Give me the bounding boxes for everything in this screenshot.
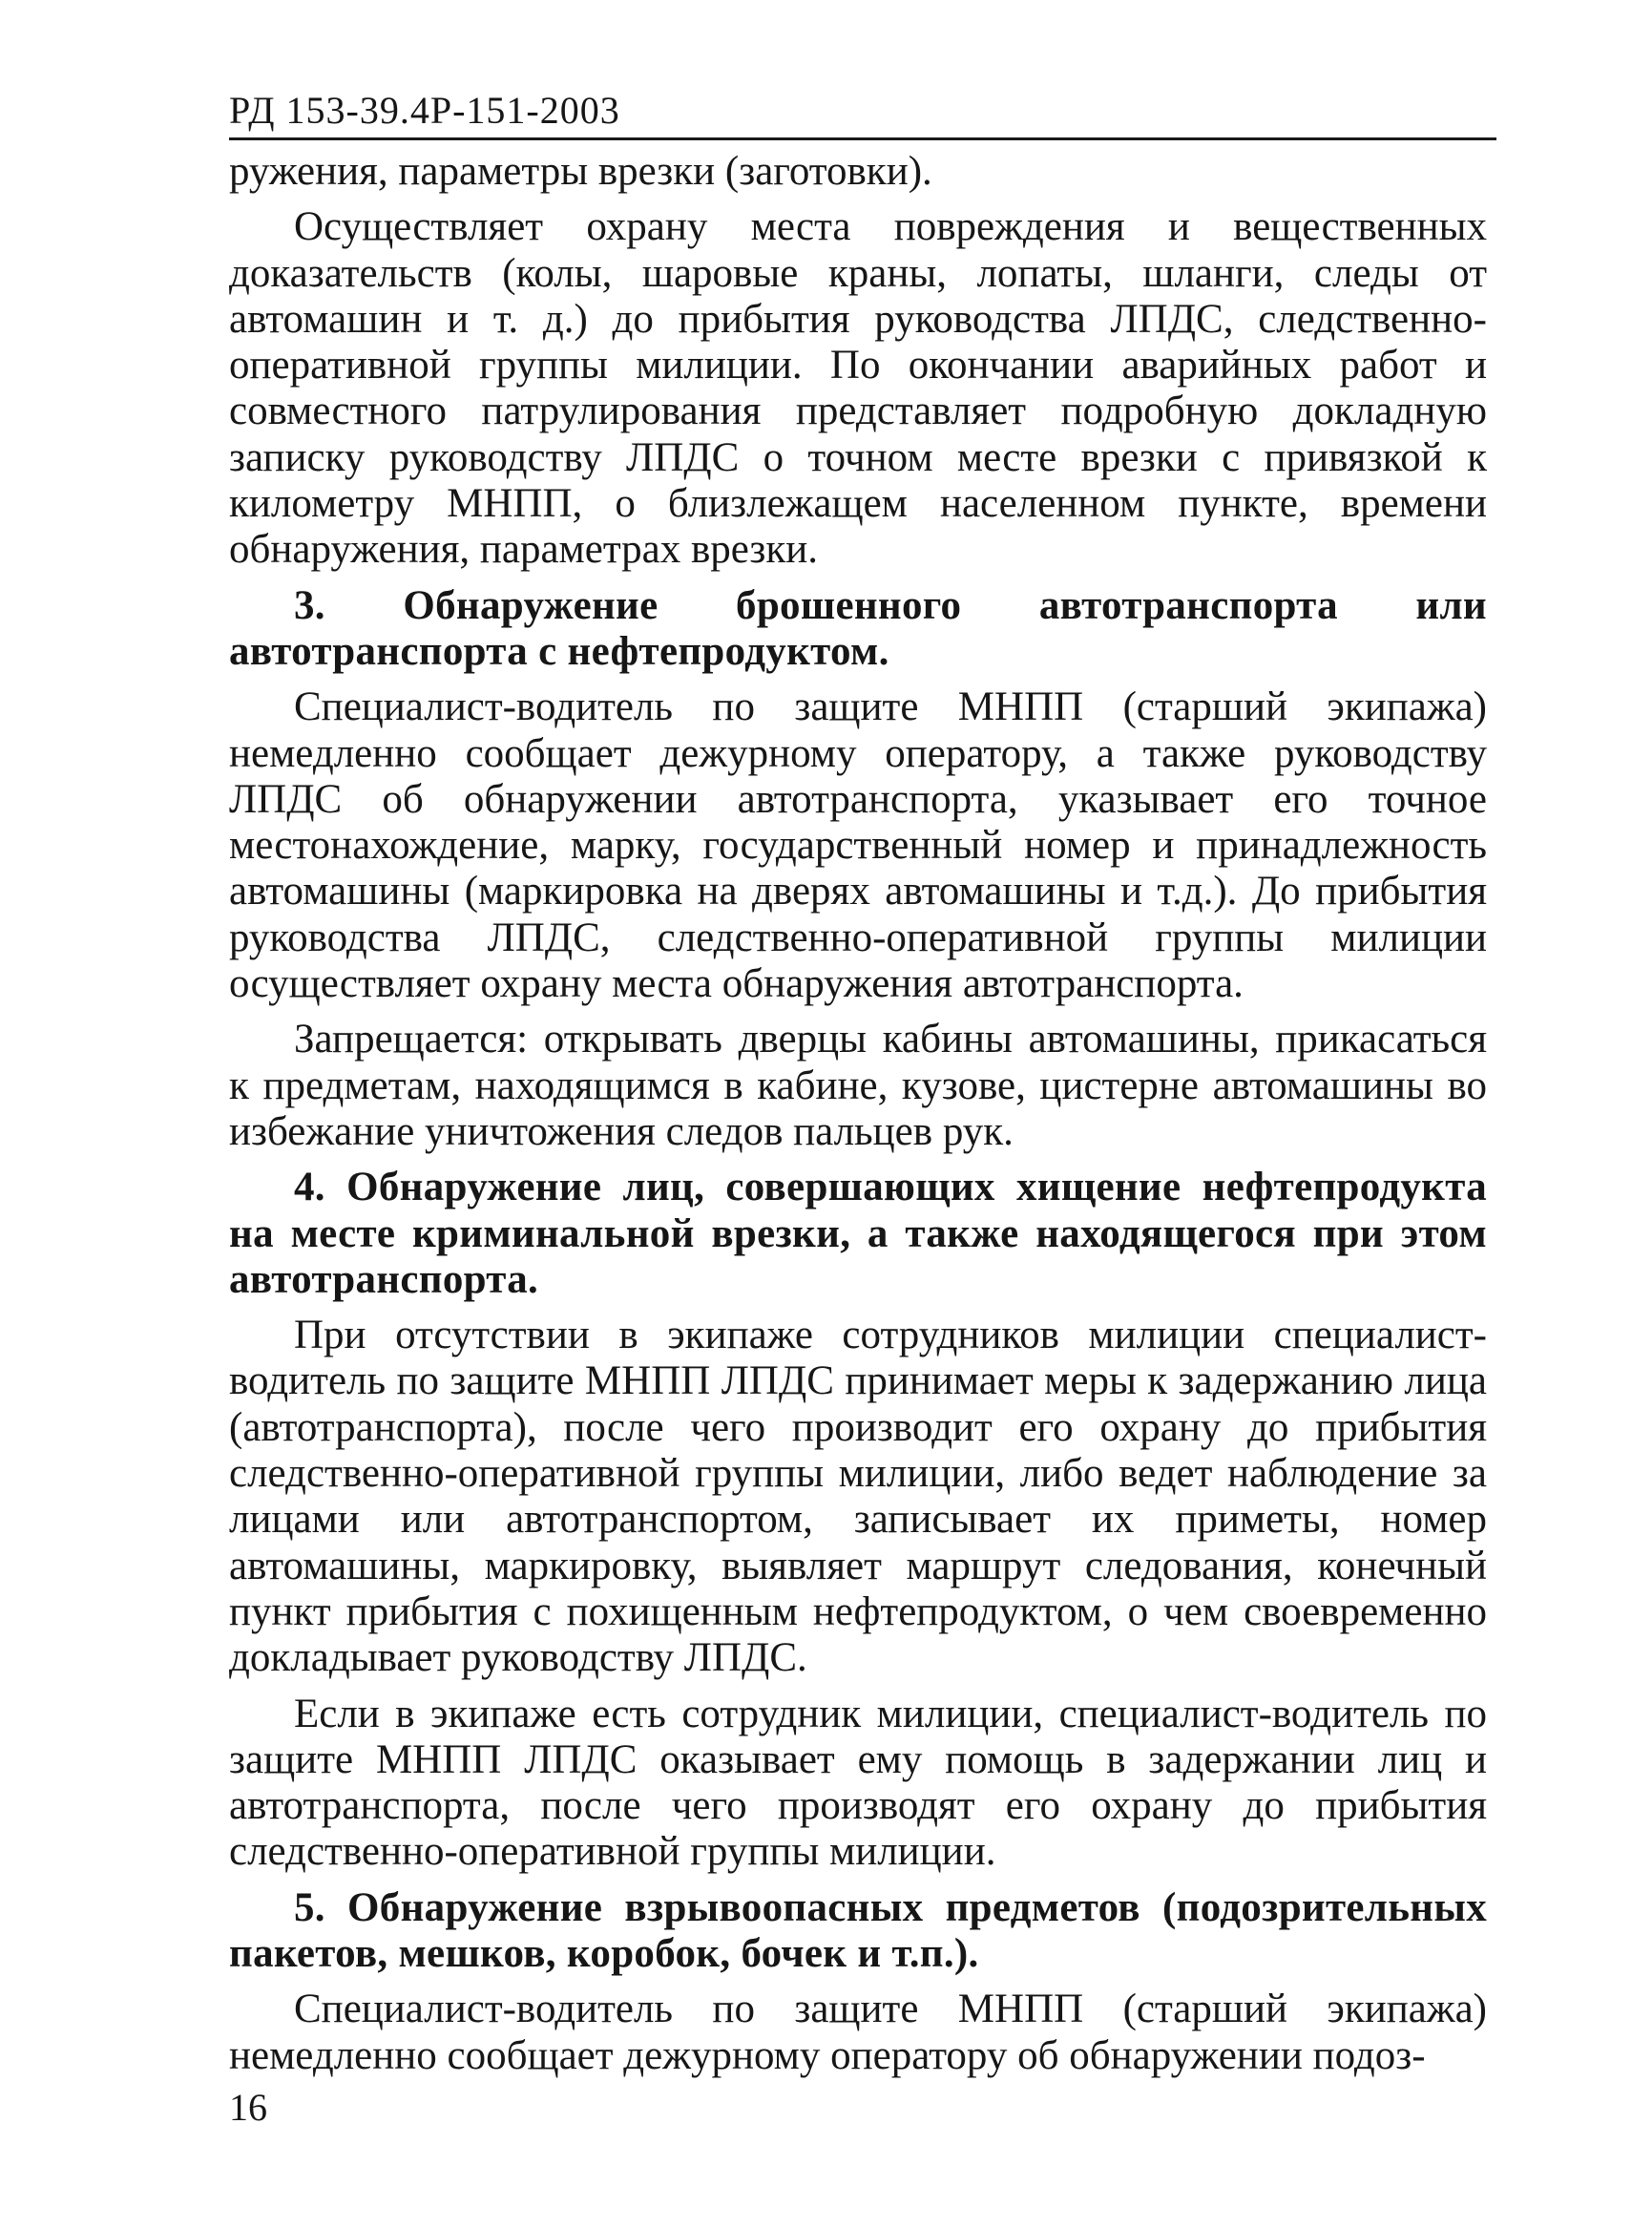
section-heading-4: 4. Обнаружение лиц, совершающих хищение нефтепродукта на месте криминальной врезки, а также находящегося при этом автотранспорта. xyxy=(229,1165,1487,1302)
page-number: 16 xyxy=(229,2086,267,2129)
header-divider xyxy=(229,137,1496,140)
paragraph-evidence-protection: Осуществляет охрану места повреждения и вещественных доказательств (колы, шаровые краны, лопаты, шланги, следы от автомашин и т. д.) до прибытия руководства ЛПДС, следственно-оперативной группы милиции. По окончании аварийных работ и совместного патрулирования представляет подробную докладную записку руководству ЛПДС о точном месте врезки с привязкой к километру МНПП, о близлежащем населенном пункте, времени обнаружения, параметрах врезки. xyxy=(229,204,1487,573)
paragraph-abandoned-vehicle: Специалист-водитель по защите МНПП (старший экипажа) немедленно сообщает дежурному оператору, а также руководству ЛПДС об обнаружении автотранспорта, указывает его точное местонахождение, марку, государственный номер и принадлежность автомашины (маркировка на дверях автомашины и т.д.). До прибытия руководства ЛПДС, следственно-оперативной группы милиции осуществляет охрану места обнаружения автотранспорта. xyxy=(229,684,1487,1007)
paragraph-continuation: ружения, параметры врезки (заготовки). xyxy=(229,149,932,194)
paragraph-detention-with-police: Если в экипаже есть сотрудник милиции, специалист-водитель по защите МНПП ЛПДС оказывает ему помощь в задержании лиц и автотранспорта, после чего производят его охрану до прибытия следственно-оперативной группы милиции. xyxy=(229,1691,1487,1875)
document-code-header: РД 153-39.4Р-151-2003 xyxy=(229,89,620,132)
page-body xyxy=(229,149,1487,2089)
paragraph-explosive-objects: Специалист-водитель по защите МНПП (старший экипажа) немедленно сообщает дежурному оператору об обнаружении подоз- xyxy=(229,1987,1487,2078)
paragraph-detention-without-police: При отсутствии в экипаже сотрудников милиции специалист-водитель по защите МНПП ЛПДС принимает меры к задержанию лица (автотранспорта), после чего производит его охрану до прибытия следственно-оперативной группы милиции, либо ведет наблюдение за лицами или автотранспортом, записывает их приметы, номер автомашины, маркировку, выявляет маршрут следования, конечный пункт прибытия с похищенным нефтепродуктом, о чем своевременно докладывает руководству ЛПДС. xyxy=(229,1313,1487,1681)
section-heading-5: 5. Обнаружение взрывоопасных предметов (подозрительных пакетов, мешков, коробок, бочек и т.п.). xyxy=(229,1884,1487,1976)
paragraph-prohibitions: Запрещается: открывать дверцы кабины автомашины, прикасаться к предметам, находящимся в кабине, кузове, цистерне автомашины во избежание уничтожения следов пальцев рук. xyxy=(229,1017,1487,1154)
section-heading-3: 3. Обнаружение брошенного автотранспорта или автотранспорта с нефтепродуктом. xyxy=(229,582,1487,674)
